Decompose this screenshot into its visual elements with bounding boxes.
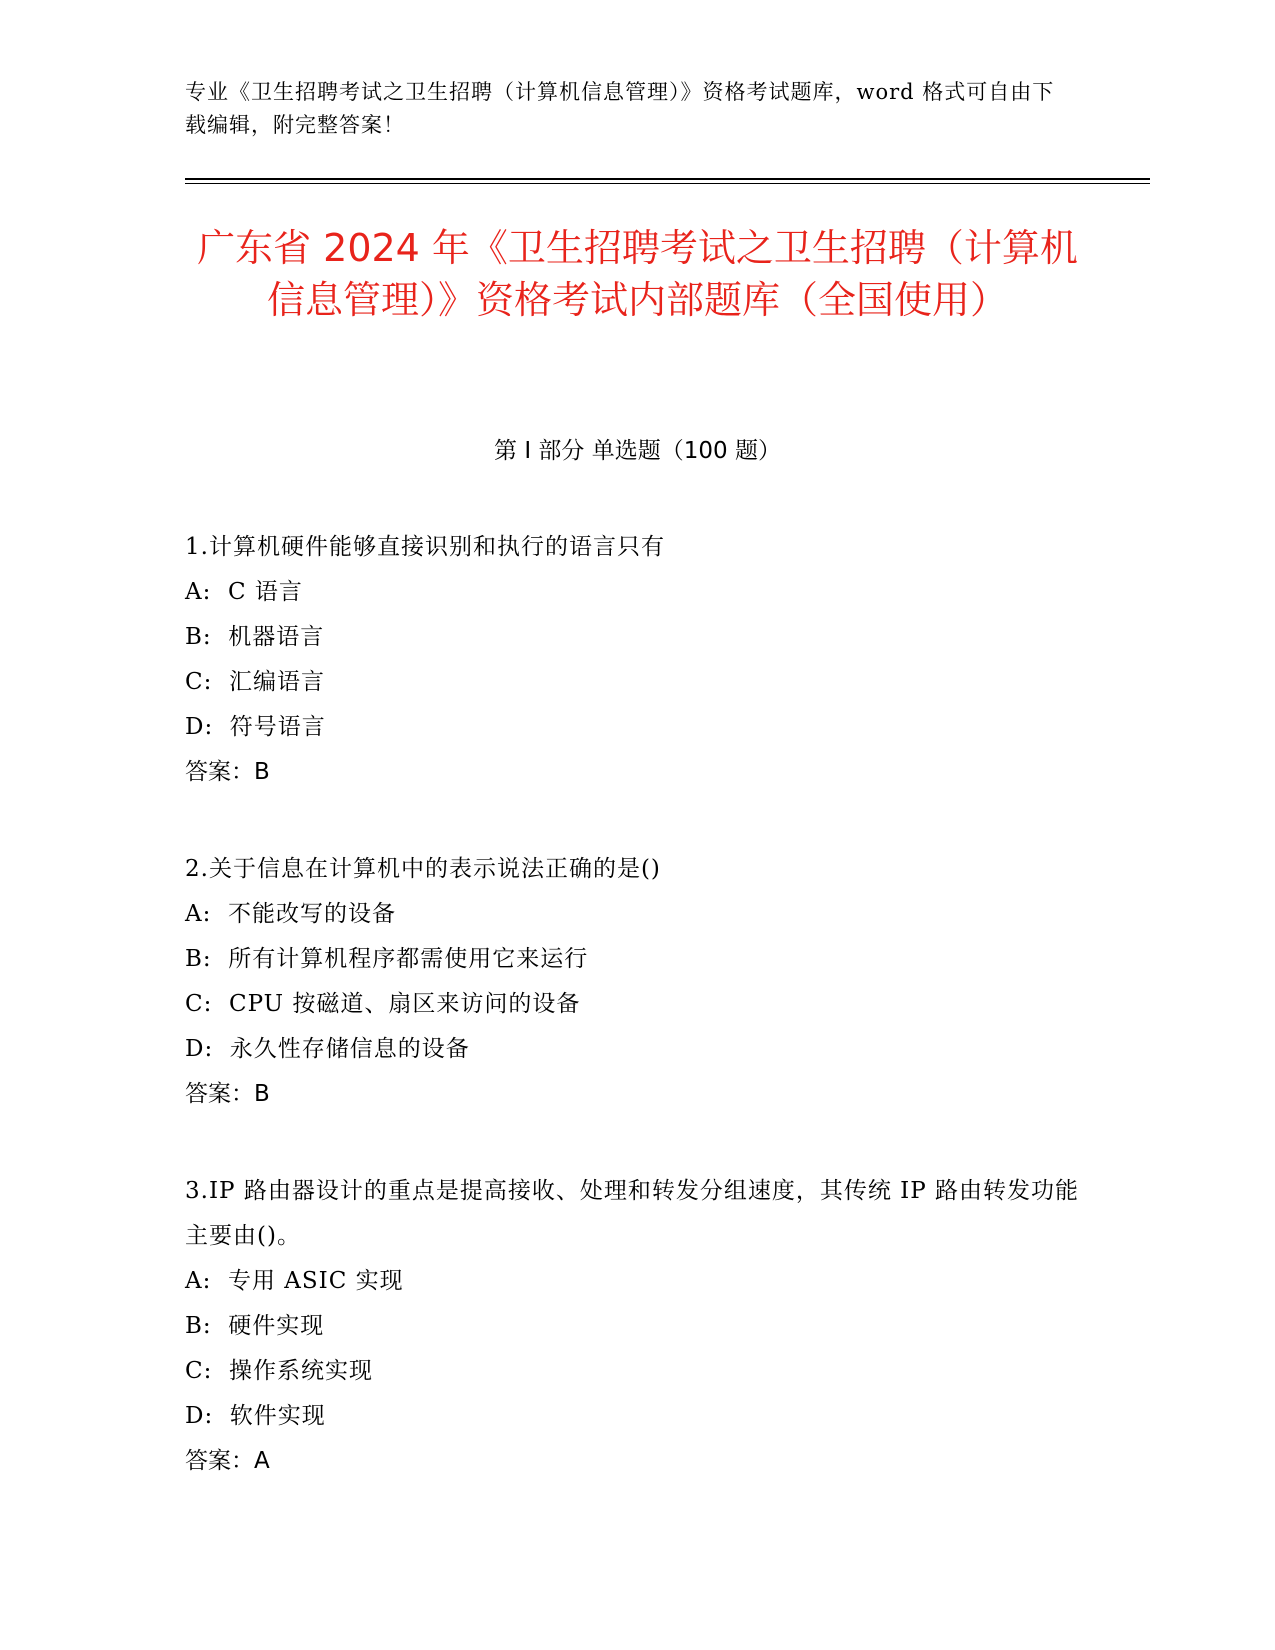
question-list — [185, 525, 1090, 1536]
option-d: D: 符号语言 — [185, 714, 326, 740]
section-heading: 第 I 部分 单选题（100 题） — [494, 438, 781, 464]
answer-line: 答案：B — [185, 1081, 270, 1107]
option-c: C: 汇编语言 — [185, 669, 325, 695]
option-d: D: 软件实现 — [185, 1403, 326, 1429]
question-stem: 2.关于信息在计算机中的表示说法正确的是() — [185, 856, 661, 882]
option-c: C: CPU 按磁道、扇区来访问的设备 — [185, 991, 581, 1017]
question-item — [185, 847, 1090, 1117]
question-stem: 3.IP 路由器设计的重点是提高接收、处理和转发分组速度，其传统 IP 路由转发功能主要由()。 — [185, 1178, 1079, 1249]
option-a: A: 专用 ASIC 实现 — [185, 1268, 404, 1294]
question-item — [185, 1169, 1090, 1484]
option-c: C: 操作系统实现 — [185, 1358, 373, 1384]
header-note: 专业《卫生招聘考试之卫生招聘（计算机信息管理）》资格考试题库，word 格式可自由下载编辑，附完整答案！ — [185, 80, 1055, 137]
option-b: B: 所有计算机程序都需使用它来运行 — [185, 946, 589, 972]
document-title: 广东省 2024 年《卫生招聘考试之卫生招聘（计算机信息管理）》资格考试内部题库（全国使用） — [197, 226, 1078, 322]
option-b: B: 硬件实现 — [185, 1313, 325, 1339]
option-d: D: 永久性存储信息的设备 — [185, 1036, 470, 1062]
option-a: A: 不能改写的设备 — [185, 901, 396, 927]
option-a: A: C 语言 — [185, 579, 303, 605]
answer-line: 答案：A — [185, 1448, 270, 1474]
question-item — [185, 525, 1090, 795]
option-b: B: 机器语言 — [185, 624, 325, 650]
header-rule-thin — [185, 183, 1150, 184]
answer-line: 答案：B — [185, 759, 270, 785]
question-stem: 1.计算机硬件能够直接识别和执行的语言只有 — [185, 534, 665, 560]
header-rule-thick — [185, 178, 1150, 180]
